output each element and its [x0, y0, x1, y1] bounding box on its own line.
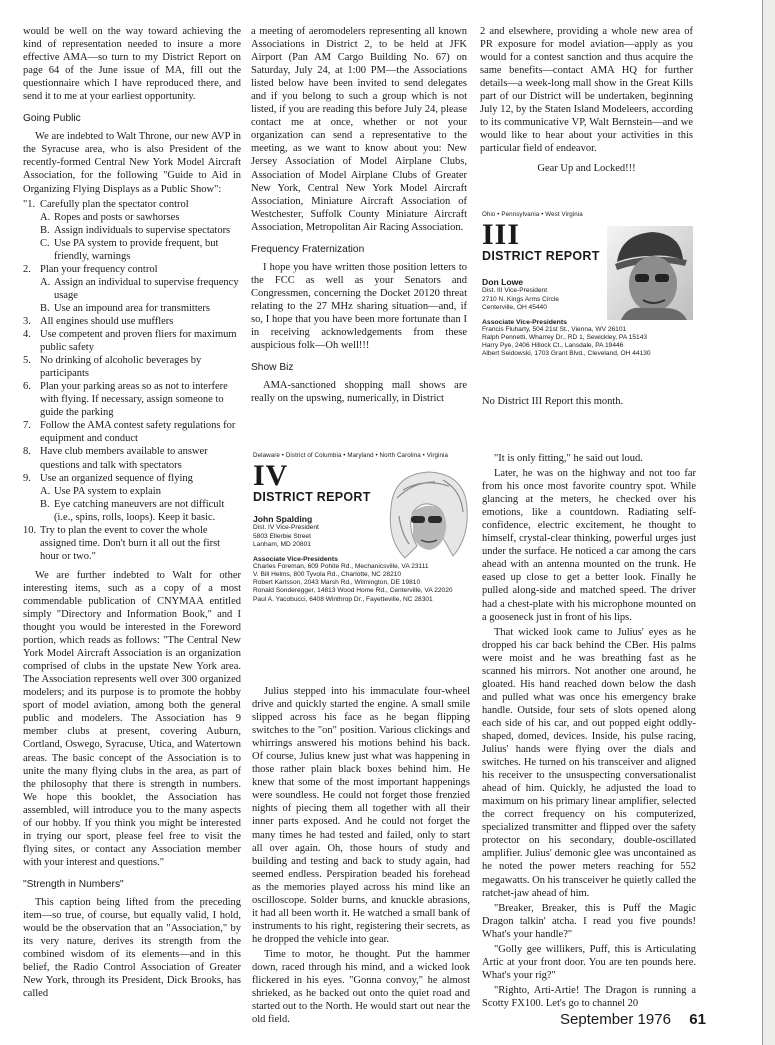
paragraph: 2 and elsewhere, providing a whole new area of PR exposure for model aviation—apply as you would for a contest sanction and thus acquire the same benefits—contact AMA HQ for further details—a week-long mall show in the Great Kills part of our District will be undertaken, beginning July 12, by the Staten Island Modeleers, according to its communicative VP, Walt Bernstein—and we would like to hear about your activities in this particular field of endeavor.	[480, 26, 693, 155]
guide-item	[23, 198, 241, 263]
vp-street: 2710 N. Kings Arms Circle	[482, 295, 559, 303]
guide-item	[23, 354, 241, 380]
guide-item-number: 10.	[23, 524, 37, 536]
guide-item-number: 8.	[23, 446, 31, 458]
paragraph: We are indebted to Walt Throne, our new AVP in the Syracuse area, who is also President of the recently-formed Central New York Model Aircraft Association, for the following "Guide to Aid in Organizing Flying Displays as a Public Show":	[23, 131, 241, 195]
guide-subitem-letter: A.	[40, 485, 51, 497]
paragraph: This caption being lifted from the preceding item—so true, of course, but equally valid, I hold, would be the observation that an "Association," by its very nature, derives its strength from the combined wisdom of its elements—and in this belief, the Radio Control Association of Greater New York, through its President, Dick Brooks, has called	[23, 897, 241, 1000]
guide-subitem	[40, 237, 241, 263]
don-lowe-photo	[607, 226, 693, 320]
paragraph: We are further indebted to Walt for other interesting items, such as a copy of a most commendable publication of CNYMAA entitled simply "Directory and Information Book," and I thought you would be interested in the Foreword portion, which reads as follows: "The Central New York Model Aircraft Association is an organization comprised of clubs in the upstate New York area. The Association represents well over 300 organized modelers; and its purpose is to promote the hobby sport of model aviation, among both the general public and modelers. The Association has 9 member clubs at present, covering Auburn, Cortland, Oswego, Syracuse, Utica, and Watertown areas. The basic concept of the Association is to unite the many flying clubs in the area, as part of the philosophy that there is strength in numbers. We hope this booklet, the Association has assembled, will introduce you to the many aspects of our hobby. If you think you might be interested in trying our sport, please feel free to visit the flying sites, or contact any Association member with your interest and questions."	[23, 569, 241, 868]
column-middle-lower	[252, 685, 470, 1028]
vp-role: Dist. III Vice-President	[482, 287, 548, 294]
guide-subitem-text: Use PA system to explain	[54, 485, 161, 497]
heading-show-biz: Show Biz	[251, 362, 294, 374]
guide-subitem-text: Assign individuals to supervise spectators	[54, 224, 231, 236]
vp-name: Don Lowe	[482, 277, 524, 287]
vp-name: John Spalding	[253, 514, 313, 524]
guide-subitem-text: Use an impound area for transmitters	[54, 302, 210, 314]
column-right-lower	[482, 452, 696, 1012]
guide-item-text: All engines should use mufflers	[40, 315, 174, 327]
heading-frequency-fraternization: Frequency Fraternization	[251, 243, 365, 255]
guide-subitem-text: Assign an individual to supervise frequency usage	[54, 276, 239, 301]
guide-item-number: "1.	[23, 198, 36, 210]
paragraph: a meeting of aeromodelers representing all known Associations in District 2, to be held at JFK Airport (Pan AM Cargo Building No. 67) on Saturday, July 24, at 1:00 PM—the Associations listed below have been invited to send delegates and if you belong to such a group which is not listed, if you are reading this before July 24, please contact me at once, whether or not your organization can send a representative to the meeting, as we want to know about you: New Jersey Association of Model Airplane Clubs, Association of Model Airplane Clubs of Greater New York, Central New York Model Aircraft Association, Miniature Aircraft Association of Westchester, Suffolk County Miniature Aircraft Association, Metropolitan Air Racing Association.	[251, 26, 467, 233]
paragraph: "It is only fitting," he said out loud.	[494, 453, 643, 464]
guide-item	[23, 445, 241, 471]
paragraph: Time to motor, he thought. Put the hammer down, raced through his mind, and a wicked look flickered in his eyes. "Gonna convoy," he almost shrieked, as he backed out onto the quiet road and started out to the North. He would start out near the old field.	[252, 948, 470, 1026]
guide-item-text: Plan your parking areas so as not to interfere with flying. If necessary, assign someone to guide the parking	[40, 381, 228, 419]
signoff: Gear Up and Locked!!!	[537, 163, 636, 175]
paragraph: "Righto, Arti-Artie! The Dragon is running a Scotty FX100. Let's go to channel 20	[482, 984, 696, 1009]
no-report-note: No District III Report this month.	[482, 396, 624, 407]
guide-item	[23, 524, 241, 563]
district-states: Ohio • Pennsylvania • West Virginia	[482, 211, 583, 218]
guide-subitem-letter: A.	[40, 276, 51, 288]
associate-vp-heading: Associate Vice-Presidents	[253, 555, 338, 563]
guide-item-number: 4.	[23, 329, 31, 341]
guide-item-number: 5.	[23, 355, 31, 367]
associate-vp-entry: Francis Fluharty, 504 21st St., Vienna, WV 26101	[482, 325, 627, 333]
guide-item-number: 7.	[23, 420, 31, 432]
district-title: DISTRICT REPORT	[482, 249, 600, 263]
guide-item-text: Try to plan the event to cover the whole assigned time. Don't burn it all out the first hour or two."	[40, 524, 221, 562]
associate-vp-entry: Ralph Pennetti, Wharrey Dr., RD 1, Sewickley, PA 15143	[482, 333, 648, 341]
district-numeral: III	[482, 218, 521, 251]
guide-subitem	[40, 485, 241, 498]
associate-vp-entry: Paul A. Yacobucci, 6408 Winthrop Dr., Fayetteville, NC 28301	[253, 595, 433, 603]
column-right-upper	[480, 25, 693, 178]
paragraph: "Golly gee willikers, Puff, this is Articulating Artic at your front door. You are ten pounds here. What's your rig?"	[482, 943, 696, 981]
paragraph: "Breaker, Breaker, this is Puff the Magic Dragon talkin' atcha. I read you five pounds! What's your handle?"	[482, 902, 696, 940]
district-title: DISTRICT REPORT	[253, 490, 371, 504]
page-footer	[560, 1011, 706, 1028]
guide-item-text: Plan your frequency control	[40, 263, 158, 275]
heading-strength-in-numbers: "Strength in Numbers"	[23, 878, 124, 890]
associate-vp-heading: Associate Vice-Presidents	[482, 318, 567, 326]
associate-vp-entry: V. Bill Helms, 800 Tyvola Rd., Charlotte, NC 28210	[253, 570, 402, 578]
guide-subitem	[40, 302, 241, 315]
district-3-note	[482, 395, 697, 410]
district-numeral: IV	[253, 459, 289, 492]
associate-vp-list	[253, 563, 475, 604]
guide-item-text: Have club members available to answer questions and talk with spectators	[40, 446, 208, 471]
page-edge	[762, 0, 775, 1045]
associate-vp-entry: Albert Seidowski, 1703 Grant Blvd., Cleveland, OH 44130	[482, 350, 651, 358]
guide-subitem-text: Eye catching maneuvers are not difficult (i.e., spins, rolls, loops). Keep it basic.	[54, 498, 225, 523]
guide-item	[23, 315, 241, 328]
guide-subitem-text: Ropes and posts or sawhorses	[54, 211, 180, 223]
guide-item	[23, 328, 241, 354]
guide-item-text: Carefully plan the spectator control	[40, 198, 189, 210]
guide-subitem	[40, 211, 241, 224]
guide-item	[23, 472, 241, 524]
guide-subitem-letter: A.	[40, 211, 51, 223]
guide-subitem-letter: B.	[40, 224, 50, 236]
guide-item-text: Use an organized sequence of flying	[40, 472, 193, 484]
column-middle-upper	[251, 25, 467, 407]
guide-item-number: 2.	[23, 263, 31, 275]
vp-street: 5803 Ellerbie Street	[253, 532, 311, 540]
intro-paragraph: would be well on the way toward achieving the kind of representation needed to insure a more effective AMA—so turn to my District Report on page 64 of the June issue of MA, fill out the questionnaire which I have reproduced there, and send it to me at your earliest opportunity.	[23, 26, 241, 103]
guide-subitem	[40, 498, 241, 524]
guide-item	[23, 380, 241, 419]
paragraph: That wicked look came to Julius' eyes as he dropped his car back behind the CBer. His palms were moist and he was breathing fast as he scanned his mirrors. Not another one around, he gloated. His hand reached down below the dash and pulled what was once his emergency brake handle. Outside, four sets of slots opened along each side of his car, and out popped eight oddly-shaped, domed, devices. Inside, his pulse racing, Julius' hands were flying over the dials and switches. He turned on his transceiver and aligned his receiver to the unsuspecting conversationalist ahead of him. Quickly, he adjusted the load to maximum on his primary linear amplifier, selected the correct frequency on his computerized, specialized transmitter and flipped over the safety protector on his secondary, double-oscillated amplifier. Julius' demonic glee was uncontained as he noted the power meters reaching for 552 megawatts. On his transceiver he quietly called the ratchet-jaw ahead of him.	[482, 626, 697, 899]
guide-item-number: 3.	[23, 315, 31, 327]
vp-role: Dist. IV Vice-President	[253, 524, 319, 531]
associate-vp-entry: Ronald Sonderegger, 14813 Wood Home Rd., Centerville, VA 22020	[253, 587, 453, 595]
guide-item	[23, 263, 241, 315]
paragraph: Julius stepped into his immaculate four-wheel drive and quickly started the engine. A small smile slipped across his face as he began flipping switches to the "on" position. Various clickings and whirrings answered his motions behind his back. Of course, Julius knew just what was happening in those rather plain black boxes behind him. He knew that some of the most important happenings were soundless. He could not forget those frenzied nights of piecing them all together with all their inner parts exposed. And he could not forget the many times he had tested and failed, only to start all over again. Oh, those hours of study and building and testing and back to study again, had seemed endless. Perspiration beaded his forehead as the memories played across his mind like an oscilloscope. Solder burns, and knuckle abrasions, it had all been worth it. He watched a small bank of instruments to his right, registering their secrets, as he dropped the vehicle into gear.	[252, 686, 470, 945]
heading-going-public: Going Public	[23, 113, 81, 125]
guide-subitem-letter: B.	[40, 302, 50, 314]
guide-item-number: 6.	[23, 381, 31, 393]
guide-item-text: Use competent and proven fliers for maximum public safety	[40, 329, 237, 354]
vp-city: Centerville, OH 45440	[482, 304, 547, 312]
associate-vp-entry: Harry Pye, 2406 Hillock Ct., Lansdale, PA 19446	[482, 342, 624, 350]
flying-display-guide	[23, 198, 241, 563]
guide-item-text: Follow the AMA contest safety regulations for equipment and conduct	[40, 420, 236, 445]
john-spalding-photo	[383, 468, 473, 560]
district-states: Delaware • District of Columbia • Maryland • North Carolina • Virginia	[253, 452, 449, 459]
guide-subitem-text: Use PA system to provide frequent, but friendly, warnings	[54, 237, 219, 262]
guide-item-number: 9.	[23, 472, 31, 484]
associate-vp-entry: Charles Foreman, 609 Pohite Rd., Mechanicsville, VA 23111	[253, 562, 429, 570]
guide-item	[23, 419, 241, 445]
guide-item-text: No drinking of alcoholic beverages by participants	[40, 355, 202, 380]
paragraph: AMA-sanctioned shopping mall shows are really on the upswing, numerically, in District	[251, 380, 467, 405]
associate-vp-list	[482, 326, 697, 359]
paragraph: I hope you have written those position letters to the FCC as well as your Senators and Congressmen, concerning the Docket 20120 threat relating to the 27 MHz sharing situation—and, if so, I hope that you have been more fortunate than I in receiving acknowledgements from these auspicious folk—Oh well!!!	[251, 261, 467, 352]
guide-subitem	[40, 276, 241, 302]
vp-city: Lanham, MD 20801	[253, 541, 311, 549]
associate-vp-entry: Robert Karlsson, 2043 Marsh Rd., Wilmington, DE 19810	[253, 579, 421, 587]
issue-date: September 1976	[560, 1011, 671, 1028]
column-left	[23, 25, 241, 1002]
paragraph: Later, he was on the highway and not too far from his once most favorite country spot. While glancing at the meters, he checked over his emotions, like a countdown. Radiating self-confidence, electric excitement, he thought to himself, crystal-clear thinking, powerful urges just under the surface. He noticed a car among the cars ahead with an antenna mounted on the trunk. He eased up close to get a better look. Finally he pulled along-side and matched speed. The driver had a chest-plate with his microphone mounted on a gooseneck just in front of his lips.	[482, 468, 696, 623]
guide-subitem	[40, 224, 241, 237]
guide-subitem-letter: B.	[40, 498, 50, 510]
guide-subitem-letter: C.	[40, 237, 50, 249]
page-number: 61	[689, 1011, 706, 1028]
